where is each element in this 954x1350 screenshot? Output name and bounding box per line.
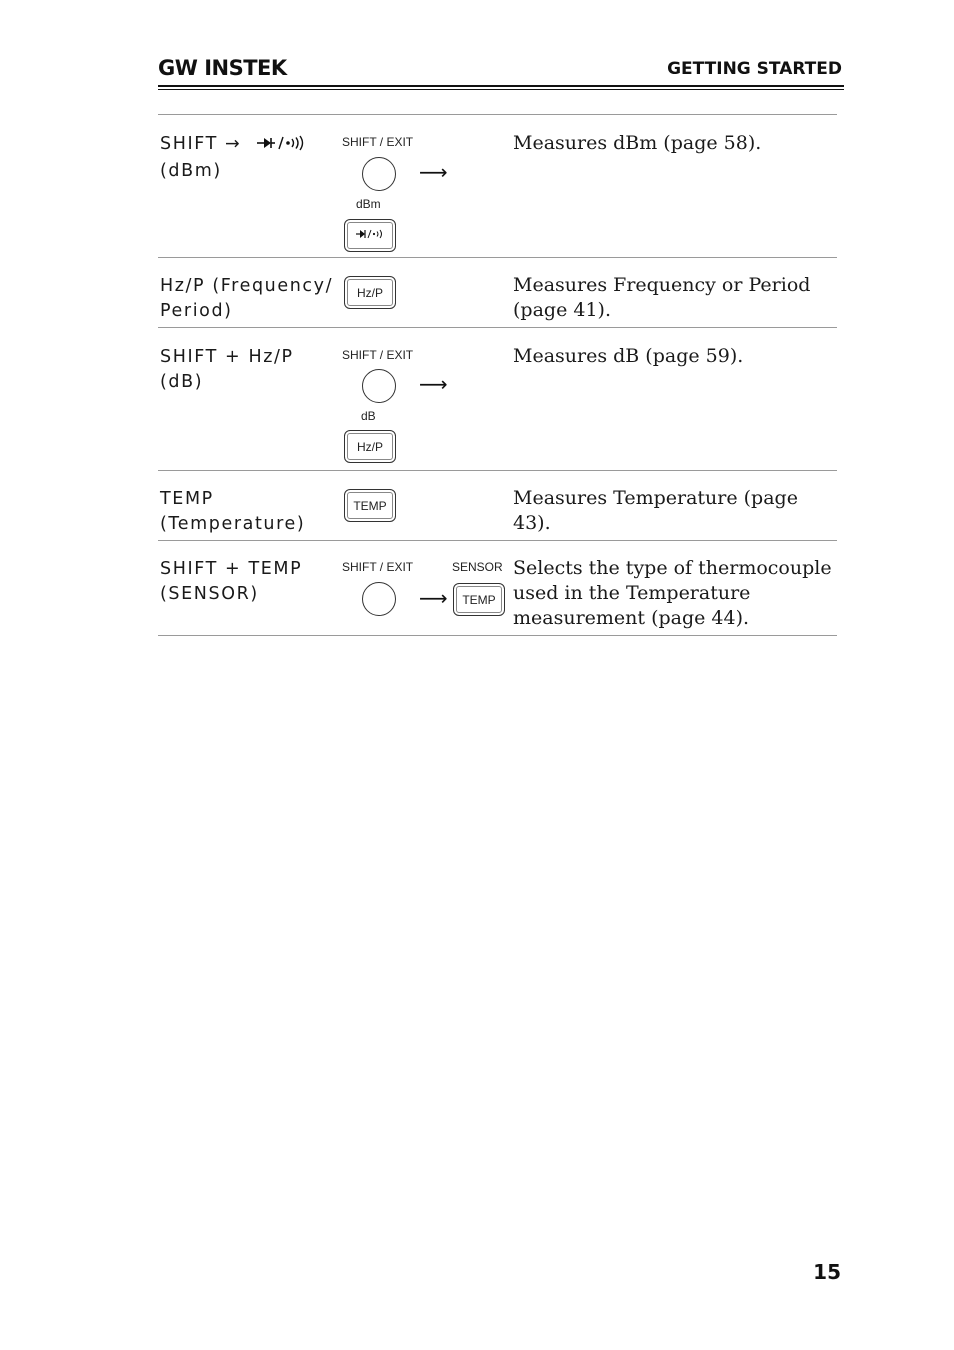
shift-exit-label: SHIFT / EXIT: [342, 560, 414, 574]
description: Selects the type of thermocouple used in the Temperature measurement (page 44).: [513, 557, 832, 629]
key-cell: [160, 345, 338, 395]
right-arrow-icon: ⟶: [419, 586, 448, 610]
temp-button[interactable]: TEMP: [344, 489, 396, 522]
sensor-label: SENSOR: [452, 560, 503, 574]
header-rule: [158, 85, 844, 87]
shift-exit-label: SHIFT / EXIT: [342, 135, 414, 149]
temp-button[interactable]: TEMP: [453, 583, 505, 616]
key-subtitle: (Temperature): [160, 514, 306, 534]
shift-exit-button[interactable]: [362, 369, 396, 403]
description: Measures dBm (page 58).: [513, 132, 762, 154]
key-function-table: [158, 114, 837, 636]
page-number: 15: [813, 1260, 841, 1284]
table-row: [158, 258, 837, 328]
key-name: SHIFT →: [160, 134, 242, 154]
diode-continuity-icon: [255, 134, 309, 159]
key-subtitle: (SENSOR): [160, 584, 259, 604]
key-cell: [160, 487, 338, 537]
key-name: TEMP: [160, 489, 214, 509]
table-row: [158, 115, 837, 258]
right-arrow-icon: ⟶: [419, 160, 448, 184]
brand-logo: GW INSTEK: [158, 56, 287, 80]
header-rule-thin: [158, 89, 844, 90]
key-name: SHIFT + TEMP: [160, 559, 303, 579]
dbm-label: dBm: [356, 197, 381, 211]
key-name: SHIFT + Hz/P: [160, 347, 294, 367]
key-name: Hz/P (Frequency/: [160, 276, 334, 296]
hz-p-button[interactable]: Hz/P: [344, 430, 396, 463]
right-arrow-icon: ⟶: [419, 372, 448, 396]
diode-continuity-icon: [355, 228, 385, 243]
page-header: [158, 56, 842, 88]
key-subtitle: Period): [160, 301, 233, 321]
description: Measures Temperature (page 43).: [513, 487, 798, 534]
hz-p-button[interactable]: Hz/P: [344, 276, 396, 309]
shift-exit-button[interactable]: [362, 582, 396, 616]
table-row: [158, 541, 837, 636]
table-row: [158, 471, 837, 541]
shift-exit-button[interactable]: [362, 157, 396, 191]
section-title: GETTING STARTED: [667, 59, 842, 79]
description: Measures Frequency or Period (page 41).: [513, 274, 811, 321]
key-cell: [160, 557, 338, 607]
table-row: [158, 328, 837, 471]
shift-exit-label: SHIFT / EXIT: [342, 348, 414, 362]
key-cell: [160, 274, 338, 324]
db-label: dB: [361, 409, 376, 423]
diode-continuity-button[interactable]: [344, 219, 396, 252]
key-subtitle: (dBm): [160, 161, 222, 181]
key-subtitle: (dB): [160, 372, 204, 392]
key-cell: [160, 132, 338, 184]
description: Measures dB (page 59).: [513, 345, 744, 367]
